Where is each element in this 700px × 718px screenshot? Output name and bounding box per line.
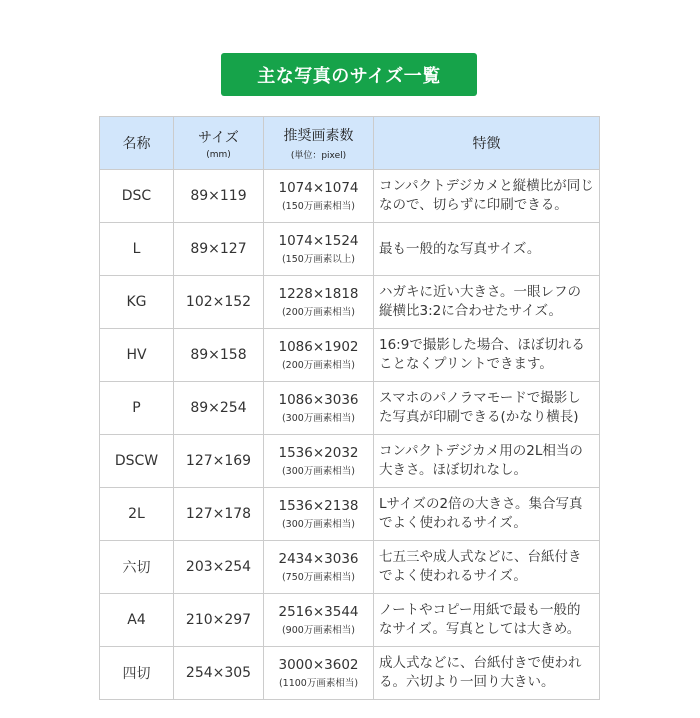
cell-size: 127×178 bbox=[174, 488, 264, 541]
pixels-value: 1074×1524 bbox=[278, 233, 359, 249]
pixels-value: 2516×3544 bbox=[278, 604, 359, 620]
cell-name: KG bbox=[100, 276, 174, 329]
pixels-value: 1536×2032 bbox=[278, 445, 359, 461]
cell-size: 210×297 bbox=[174, 594, 264, 647]
pixels-value: 3000×3602 bbox=[278, 657, 359, 673]
cell-feature: ノートやコピー用紙で最も一般的なサイズ。写真としては大きめ。 bbox=[374, 594, 600, 647]
cell-size: 89×158 bbox=[174, 329, 264, 382]
table-row bbox=[100, 488, 600, 541]
header-pixels-label: 推奨画素数 bbox=[283, 128, 354, 144]
cell-name: DSC bbox=[100, 170, 174, 223]
header-size-label: サイズ bbox=[198, 129, 239, 146]
pixels-value: 2434×3036 bbox=[278, 551, 359, 567]
cell-pixels bbox=[264, 435, 374, 488]
cell-feature: ハガキに近い大きさ。一眼レフの縦横比3:2に合わせたサイズ。 bbox=[374, 276, 600, 329]
pixels-note: (300万画素相当) bbox=[281, 413, 356, 424]
table-row bbox=[100, 382, 600, 435]
table-row bbox=[100, 594, 600, 647]
pixels-note: (150万画素以上) bbox=[281, 254, 356, 265]
header-size bbox=[174, 117, 264, 170]
cell-name: A4 bbox=[100, 594, 174, 647]
pixels-note: (150万画素相当) bbox=[281, 201, 356, 212]
cell-pixels bbox=[264, 223, 374, 276]
cell-name: L bbox=[100, 223, 174, 276]
photo-size-table bbox=[99, 116, 600, 700]
cell-name: 2L bbox=[100, 488, 174, 541]
cell-size: 89×127 bbox=[174, 223, 264, 276]
cell-pixels bbox=[264, 488, 374, 541]
cell-size: 89×254 bbox=[174, 382, 264, 435]
pixels-value: 1086×1902 bbox=[278, 339, 359, 355]
header-size-unit: (mm) bbox=[206, 149, 231, 160]
cell-feature: コンパクトデジカメと縦横比が同じなので、切らずに印刷できる。 bbox=[374, 170, 600, 223]
cell-name: HV bbox=[100, 329, 174, 382]
pixels-value: 1074×1074 bbox=[278, 180, 359, 196]
cell-pixels bbox=[264, 647, 374, 700]
cell-pixels bbox=[264, 541, 374, 594]
header-pixels bbox=[264, 117, 374, 170]
pixels-note: (1100万画素相当) bbox=[278, 678, 359, 689]
pixels-value: 1086×3036 bbox=[278, 392, 359, 408]
page-title: 主な写真のサイズ一覧 bbox=[221, 53, 477, 96]
header-name bbox=[100, 117, 174, 170]
cell-feature: 成人式などに、台紙付きで使われる。六切より一回り大きい。 bbox=[374, 647, 600, 700]
cell-pixels bbox=[264, 594, 374, 647]
table-row bbox=[100, 647, 600, 700]
cell-pixels bbox=[264, 382, 374, 435]
pixels-note: (200万画素相当) bbox=[281, 360, 356, 371]
cell-size: 89×119 bbox=[174, 170, 264, 223]
table-row bbox=[100, 435, 600, 488]
header-feature-label: 特徴 bbox=[472, 136, 501, 152]
cell-pixels bbox=[264, 329, 374, 382]
cell-pixels bbox=[264, 276, 374, 329]
table-row bbox=[100, 276, 600, 329]
header-pixels-unit: (単位：pixel) bbox=[290, 151, 347, 161]
cell-size: 102×152 bbox=[174, 276, 264, 329]
cell-name: 四切 bbox=[100, 647, 174, 700]
cell-feature: Lサイズの2倍の大きさ。集合写真でよく使われるサイズ。 bbox=[374, 488, 600, 541]
cell-feature: 最も一般的な写真サイズ。 bbox=[374, 223, 600, 276]
table-header-row bbox=[100, 117, 600, 170]
cell-size: 254×305 bbox=[174, 647, 264, 700]
table-row bbox=[100, 329, 600, 382]
table-row bbox=[100, 223, 600, 276]
pixels-note: (900万画素相当) bbox=[281, 625, 356, 636]
table-body bbox=[100, 170, 600, 700]
cell-size: 127×169 bbox=[174, 435, 264, 488]
cell-name: 六切 bbox=[100, 541, 174, 594]
pixels-note: (750万画素相当) bbox=[281, 572, 356, 583]
table-row bbox=[100, 541, 600, 594]
cell-feature: 七五三や成人式などに、台紙付きでよく使われるサイズ。 bbox=[374, 541, 600, 594]
cell-feature: スマホのパノラマモードで撮影した写真が印刷できる(かなり横長) bbox=[374, 382, 600, 435]
pixels-value: 1228×1818 bbox=[278, 286, 359, 302]
cell-size: 203×254 bbox=[174, 541, 264, 594]
pixels-note: (300万画素相当) bbox=[281, 466, 356, 477]
cell-pixels bbox=[264, 170, 374, 223]
table-row bbox=[100, 170, 600, 223]
pixels-note: (300万画素相当) bbox=[281, 519, 356, 530]
pixels-note: (200万画素相当) bbox=[281, 307, 356, 318]
header-feature bbox=[374, 117, 600, 170]
cell-name: P bbox=[100, 382, 174, 435]
cell-name: DSCW bbox=[100, 435, 174, 488]
cell-feature: 16:9で撮影した場合、ほぼ切れることなくプリントできます。 bbox=[374, 329, 600, 382]
header-name-label: 名称 bbox=[122, 136, 151, 152]
cell-feature: コンパクトデジカメ用の2L相当の大きさ。ほぼ切れなし。 bbox=[374, 435, 600, 488]
pixels-value: 1536×2138 bbox=[278, 498, 359, 514]
